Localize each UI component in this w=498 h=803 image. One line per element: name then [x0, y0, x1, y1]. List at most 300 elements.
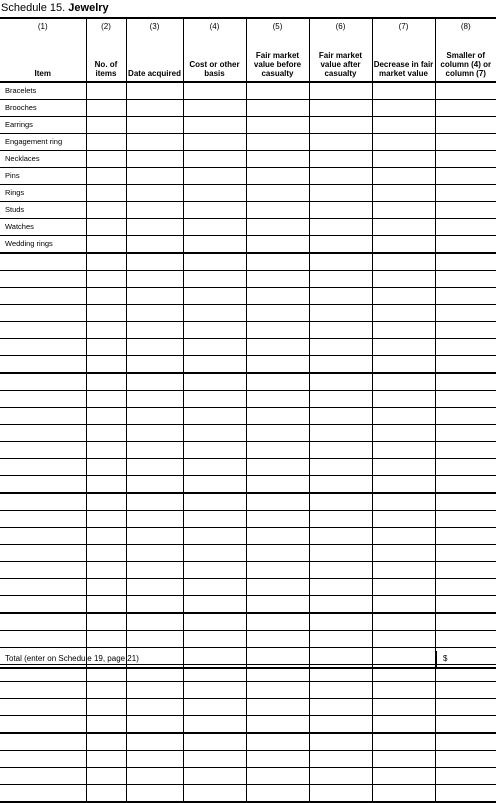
- cost-basis-cell[interactable]: [183, 682, 246, 699]
- fmv-before-cell[interactable]: [246, 134, 309, 151]
- date-acquired-cell[interactable]: [126, 185, 183, 202]
- decrease-fmv-cell[interactable]: [372, 442, 435, 459]
- date-acquired-cell[interactable]: [126, 562, 183, 579]
- fmv-before-cell[interactable]: [246, 768, 309, 785]
- fmv-after-cell[interactable]: [309, 768, 372, 785]
- fmv-before-cell[interactable]: [246, 425, 309, 442]
- smaller-of-cell[interactable]: [435, 100, 496, 117]
- fmv-after-cell[interactable]: [309, 733, 372, 751]
- number-of-items-cell[interactable]: [86, 82, 126, 100]
- fmv-after-cell[interactable]: [309, 562, 372, 579]
- total-amount-field[interactable]: [436, 651, 497, 667]
- item-name-cell[interactable]: [0, 528, 86, 545]
- fmv-before-cell[interactable]: [246, 202, 309, 219]
- fmv-before-cell[interactable]: [246, 545, 309, 562]
- fmv-before-cell[interactable]: [246, 322, 309, 339]
- fmv-after-cell[interactable]: [309, 271, 372, 288]
- cost-basis-cell[interactable]: [183, 185, 246, 202]
- date-acquired-cell[interactable]: [126, 579, 183, 596]
- fmv-after-cell[interactable]: [309, 716, 372, 734]
- fmv-before-cell[interactable]: [246, 442, 309, 459]
- fmv-after-cell[interactable]: [309, 100, 372, 117]
- date-acquired-cell[interactable]: [126, 100, 183, 117]
- cost-basis-cell[interactable]: [183, 271, 246, 288]
- cost-basis-cell[interactable]: [183, 425, 246, 442]
- fmv-after-cell[interactable]: [309, 82, 372, 100]
- smaller-of-cell[interactable]: [435, 442, 496, 459]
- number-of-items-cell[interactable]: [86, 631, 126, 648]
- smaller-of-cell[interactable]: [435, 408, 496, 425]
- date-acquired-cell[interactable]: [126, 356, 183, 374]
- fmv-after-cell[interactable]: [309, 288, 372, 305]
- date-acquired-cell[interactable]: [126, 134, 183, 151]
- fmv-after-cell[interactable]: [309, 442, 372, 459]
- date-acquired-cell[interactable]: [126, 219, 183, 236]
- smaller-of-cell[interactable]: [435, 733, 496, 751]
- decrease-fmv-cell[interactable]: [372, 613, 435, 631]
- decrease-fmv-cell[interactable]: [372, 305, 435, 322]
- item-name-cell[interactable]: [0, 459, 86, 476]
- item-name-cell[interactable]: Bracelets: [0, 82, 86, 100]
- fmv-after-cell[interactable]: [309, 459, 372, 476]
- smaller-of-cell[interactable]: [435, 511, 496, 528]
- item-name-cell[interactable]: [0, 785, 86, 803]
- number-of-items-cell[interactable]: [86, 339, 126, 356]
- date-acquired-cell[interactable]: [126, 425, 183, 442]
- date-acquired-cell[interactable]: [126, 168, 183, 185]
- fmv-before-cell[interactable]: [246, 408, 309, 425]
- fmv-after-cell[interactable]: [309, 134, 372, 151]
- fmv-after-cell[interactable]: [309, 631, 372, 648]
- item-name-cell[interactable]: [0, 751, 86, 768]
- date-acquired-cell[interactable]: [126, 253, 183, 271]
- fmv-before-cell[interactable]: [246, 82, 309, 100]
- fmv-before-cell[interactable]: [246, 493, 309, 511]
- decrease-fmv-cell[interactable]: [372, 545, 435, 562]
- fmv-before-cell[interactable]: [246, 339, 309, 356]
- fmv-before-cell[interactable]: [246, 733, 309, 751]
- item-name-cell[interactable]: Necklaces: [0, 151, 86, 168]
- smaller-of-cell[interactable]: [435, 253, 496, 271]
- number-of-items-cell[interactable]: [86, 373, 126, 391]
- fmv-after-cell[interactable]: [309, 596, 372, 614]
- number-of-items-cell[interactable]: [86, 459, 126, 476]
- decrease-fmv-cell[interactable]: [372, 682, 435, 699]
- decrease-fmv-cell[interactable]: [372, 768, 435, 785]
- date-acquired-cell[interactable]: [126, 151, 183, 168]
- date-acquired-cell[interactable]: [126, 785, 183, 803]
- item-name-cell[interactable]: [0, 339, 86, 356]
- fmv-before-cell[interactable]: [246, 151, 309, 168]
- date-acquired-cell[interactable]: [126, 117, 183, 134]
- cost-basis-cell[interactable]: [183, 236, 246, 254]
- cost-basis-cell[interactable]: [183, 82, 246, 100]
- date-acquired-cell[interactable]: [126, 459, 183, 476]
- fmv-before-cell[interactable]: [246, 373, 309, 391]
- date-acquired-cell[interactable]: [126, 613, 183, 631]
- cost-basis-cell[interactable]: [183, 733, 246, 751]
- cost-basis-cell[interactable]: [183, 391, 246, 408]
- smaller-of-cell[interactable]: [435, 82, 496, 100]
- item-name-cell[interactable]: Engagement ring: [0, 134, 86, 151]
- fmv-after-cell[interactable]: [309, 476, 372, 494]
- item-name-cell[interactable]: [0, 356, 86, 374]
- fmv-before-cell[interactable]: [246, 785, 309, 803]
- decrease-fmv-cell[interactable]: [372, 100, 435, 117]
- cost-basis-cell[interactable]: [183, 699, 246, 716]
- fmv-before-cell[interactable]: [246, 356, 309, 374]
- smaller-of-cell[interactable]: [435, 134, 496, 151]
- item-name-cell[interactable]: [0, 768, 86, 785]
- smaller-of-cell[interactable]: [435, 151, 496, 168]
- number-of-items-cell[interactable]: [86, 579, 126, 596]
- item-name-cell[interactable]: Pins: [0, 168, 86, 185]
- item-name-cell[interactable]: [0, 613, 86, 631]
- number-of-items-cell[interactable]: [86, 493, 126, 511]
- fmv-after-cell[interactable]: [309, 682, 372, 699]
- fmv-after-cell[interactable]: [309, 339, 372, 356]
- smaller-of-cell[interactable]: [435, 613, 496, 631]
- fmv-before-cell[interactable]: [246, 185, 309, 202]
- smaller-of-cell[interactable]: [435, 596, 496, 614]
- decrease-fmv-cell[interactable]: [372, 288, 435, 305]
- fmv-after-cell[interactable]: [309, 699, 372, 716]
- cost-basis-cell[interactable]: [183, 134, 246, 151]
- fmv-after-cell[interactable]: [309, 425, 372, 442]
- number-of-items-cell[interactable]: [86, 117, 126, 134]
- cost-basis-cell[interactable]: [183, 768, 246, 785]
- fmv-after-cell[interactable]: [309, 785, 372, 803]
- item-name-cell[interactable]: [0, 545, 86, 562]
- fmv-before-cell[interactable]: [246, 562, 309, 579]
- date-acquired-cell[interactable]: [126, 596, 183, 614]
- cost-basis-cell[interactable]: [183, 442, 246, 459]
- date-acquired-cell[interactable]: [126, 288, 183, 305]
- number-of-items-cell[interactable]: [86, 185, 126, 202]
- fmv-after-cell[interactable]: [309, 202, 372, 219]
- fmv-after-cell[interactable]: [309, 579, 372, 596]
- number-of-items-cell[interactable]: [86, 202, 126, 219]
- decrease-fmv-cell[interactable]: [372, 185, 435, 202]
- item-name-cell[interactable]: [0, 253, 86, 271]
- item-name-cell[interactable]: [0, 271, 86, 288]
- decrease-fmv-cell[interactable]: [372, 493, 435, 511]
- number-of-items-cell[interactable]: [86, 751, 126, 768]
- smaller-of-cell[interactable]: [435, 168, 496, 185]
- decrease-fmv-cell[interactable]: [372, 631, 435, 648]
- item-name-cell[interactable]: [0, 425, 86, 442]
- number-of-items-cell[interactable]: [86, 699, 126, 716]
- decrease-fmv-cell[interactable]: [372, 751, 435, 768]
- date-acquired-cell[interactable]: [126, 442, 183, 459]
- fmv-before-cell[interactable]: [246, 271, 309, 288]
- cost-basis-cell[interactable]: [183, 476, 246, 494]
- decrease-fmv-cell[interactable]: [372, 511, 435, 528]
- fmv-after-cell[interactable]: [309, 253, 372, 271]
- cost-basis-cell[interactable]: [183, 356, 246, 374]
- date-acquired-cell[interactable]: [126, 391, 183, 408]
- smaller-of-cell[interactable]: [435, 339, 496, 356]
- fmv-before-cell[interactable]: [246, 219, 309, 236]
- smaller-of-cell[interactable]: [435, 768, 496, 785]
- item-name-cell[interactable]: [0, 733, 86, 751]
- number-of-items-cell[interactable]: [86, 682, 126, 699]
- number-of-items-cell[interactable]: [86, 236, 126, 254]
- fmv-after-cell[interactable]: [309, 168, 372, 185]
- cost-basis-cell[interactable]: [183, 528, 246, 545]
- date-acquired-cell[interactable]: [126, 202, 183, 219]
- decrease-fmv-cell[interactable]: [372, 425, 435, 442]
- decrease-fmv-cell[interactable]: [372, 356, 435, 374]
- cost-basis-cell[interactable]: [183, 219, 246, 236]
- cost-basis-cell[interactable]: [183, 596, 246, 614]
- item-name-cell[interactable]: [0, 562, 86, 579]
- fmv-after-cell[interactable]: [309, 751, 372, 768]
- decrease-fmv-cell[interactable]: [372, 476, 435, 494]
- fmv-after-cell[interactable]: [309, 391, 372, 408]
- decrease-fmv-cell[interactable]: [372, 253, 435, 271]
- item-name-cell[interactable]: [0, 631, 86, 648]
- number-of-items-cell[interactable]: [86, 305, 126, 322]
- item-name-cell[interactable]: [0, 322, 86, 339]
- decrease-fmv-cell[interactable]: [372, 219, 435, 236]
- number-of-items-cell[interactable]: [86, 425, 126, 442]
- item-name-cell[interactable]: [0, 511, 86, 528]
- smaller-of-cell[interactable]: [435, 476, 496, 494]
- decrease-fmv-cell[interactable]: [372, 322, 435, 339]
- fmv-before-cell[interactable]: [246, 100, 309, 117]
- decrease-fmv-cell[interactable]: [372, 391, 435, 408]
- decrease-fmv-cell[interactable]: [372, 168, 435, 185]
- fmv-before-cell[interactable]: [246, 288, 309, 305]
- item-name-cell[interactable]: [0, 493, 86, 511]
- number-of-items-cell[interactable]: [86, 168, 126, 185]
- date-acquired-cell[interactable]: [126, 476, 183, 494]
- number-of-items-cell[interactable]: [86, 322, 126, 339]
- fmv-before-cell[interactable]: [246, 613, 309, 631]
- date-acquired-cell[interactable]: [126, 768, 183, 785]
- cost-basis-cell[interactable]: [183, 253, 246, 271]
- fmv-after-cell[interactable]: [309, 305, 372, 322]
- smaller-of-cell[interactable]: [435, 322, 496, 339]
- cost-basis-cell[interactable]: [183, 545, 246, 562]
- decrease-fmv-cell[interactable]: [372, 271, 435, 288]
- fmv-before-cell[interactable]: [246, 253, 309, 271]
- cost-basis-cell[interactable]: [183, 322, 246, 339]
- fmv-after-cell[interactable]: [309, 117, 372, 134]
- fmv-before-cell[interactable]: [246, 751, 309, 768]
- smaller-of-cell[interactable]: [435, 271, 496, 288]
- number-of-items-cell[interactable]: [86, 733, 126, 751]
- item-name-cell[interactable]: [0, 391, 86, 408]
- fmv-before-cell[interactable]: [246, 391, 309, 408]
- fmv-before-cell[interactable]: [246, 716, 309, 734]
- item-name-cell[interactable]: [0, 305, 86, 322]
- fmv-after-cell[interactable]: [309, 373, 372, 391]
- number-of-items-cell[interactable]: [86, 253, 126, 271]
- smaller-of-cell[interactable]: [435, 699, 496, 716]
- number-of-items-cell[interactable]: [86, 356, 126, 374]
- fmv-after-cell[interactable]: [309, 545, 372, 562]
- fmv-after-cell[interactable]: [309, 322, 372, 339]
- date-acquired-cell[interactable]: [126, 322, 183, 339]
- smaller-of-cell[interactable]: [435, 202, 496, 219]
- number-of-items-cell[interactable]: [86, 408, 126, 425]
- item-name-cell[interactable]: [0, 716, 86, 734]
- decrease-fmv-cell[interactable]: [372, 785, 435, 803]
- date-acquired-cell[interactable]: [126, 716, 183, 734]
- number-of-items-cell[interactable]: [86, 716, 126, 734]
- date-acquired-cell[interactable]: [126, 236, 183, 254]
- decrease-fmv-cell[interactable]: [372, 716, 435, 734]
- number-of-items-cell[interactable]: [86, 562, 126, 579]
- cost-basis-cell[interactable]: [183, 716, 246, 734]
- fmv-before-cell[interactable]: [246, 511, 309, 528]
- date-acquired-cell[interactable]: [126, 339, 183, 356]
- smaller-of-cell[interactable]: [435, 185, 496, 202]
- fmv-after-cell[interactable]: [309, 493, 372, 511]
- smaller-of-cell[interactable]: [435, 579, 496, 596]
- item-name-cell[interactable]: [0, 699, 86, 716]
- fmv-before-cell[interactable]: [246, 631, 309, 648]
- fmv-after-cell[interactable]: [309, 356, 372, 374]
- date-acquired-cell[interactable]: [126, 682, 183, 699]
- date-acquired-cell[interactable]: [126, 82, 183, 100]
- decrease-fmv-cell[interactable]: [372, 82, 435, 100]
- date-acquired-cell[interactable]: [126, 751, 183, 768]
- item-name-cell[interactable]: Watches: [0, 219, 86, 236]
- cost-basis-cell[interactable]: [183, 511, 246, 528]
- decrease-fmv-cell[interactable]: [372, 699, 435, 716]
- number-of-items-cell[interactable]: [86, 151, 126, 168]
- number-of-items-cell[interactable]: [86, 219, 126, 236]
- date-acquired-cell[interactable]: [126, 528, 183, 545]
- smaller-of-cell[interactable]: [435, 631, 496, 648]
- cost-basis-cell[interactable]: [183, 785, 246, 803]
- date-acquired-cell[interactable]: [126, 545, 183, 562]
- smaller-of-cell[interactable]: [435, 219, 496, 236]
- decrease-fmv-cell[interactable]: [372, 202, 435, 219]
- number-of-items-cell[interactable]: [86, 391, 126, 408]
- fmv-before-cell[interactable]: [246, 476, 309, 494]
- cost-basis-cell[interactable]: [183, 408, 246, 425]
- fmv-after-cell[interactable]: [309, 151, 372, 168]
- item-name-cell[interactable]: Earrings: [0, 117, 86, 134]
- decrease-fmv-cell[interactable]: [372, 373, 435, 391]
- number-of-items-cell[interactable]: [86, 613, 126, 631]
- fmv-before-cell[interactable]: [246, 528, 309, 545]
- fmv-after-cell[interactable]: [309, 185, 372, 202]
- number-of-items-cell[interactable]: [86, 785, 126, 803]
- item-name-cell[interactable]: [0, 476, 86, 494]
- date-acquired-cell[interactable]: [126, 699, 183, 716]
- number-of-items-cell[interactable]: [86, 442, 126, 459]
- decrease-fmv-cell[interactable]: [372, 528, 435, 545]
- fmv-after-cell[interactable]: [309, 613, 372, 631]
- number-of-items-cell[interactable]: [86, 271, 126, 288]
- fmv-before-cell[interactable]: [246, 305, 309, 322]
- item-name-cell[interactable]: [0, 596, 86, 614]
- smaller-of-cell[interactable]: [435, 373, 496, 391]
- item-name-cell[interactable]: [0, 442, 86, 459]
- item-name-cell[interactable]: [0, 373, 86, 391]
- fmv-before-cell[interactable]: [246, 236, 309, 254]
- decrease-fmv-cell[interactable]: [372, 236, 435, 254]
- decrease-fmv-cell[interactable]: [372, 117, 435, 134]
- cost-basis-cell[interactable]: [183, 305, 246, 322]
- fmv-after-cell[interactable]: [309, 408, 372, 425]
- decrease-fmv-cell[interactable]: [372, 579, 435, 596]
- item-name-cell[interactable]: Brooches: [0, 100, 86, 117]
- cost-basis-cell[interactable]: [183, 117, 246, 134]
- item-name-cell[interactable]: Studs: [0, 202, 86, 219]
- smaller-of-cell[interactable]: [435, 545, 496, 562]
- decrease-fmv-cell[interactable]: [372, 134, 435, 151]
- date-acquired-cell[interactable]: [126, 631, 183, 648]
- date-acquired-cell[interactable]: [126, 493, 183, 511]
- number-of-items-cell[interactable]: [86, 511, 126, 528]
- item-name-cell[interactable]: [0, 579, 86, 596]
- cost-basis-cell[interactable]: [183, 202, 246, 219]
- item-name-cell[interactable]: [0, 288, 86, 305]
- cost-basis-cell[interactable]: [183, 493, 246, 511]
- fmv-after-cell[interactable]: [309, 511, 372, 528]
- fmv-before-cell[interactable]: [246, 682, 309, 699]
- smaller-of-cell[interactable]: [435, 785, 496, 803]
- smaller-of-cell[interactable]: [435, 562, 496, 579]
- cost-basis-cell[interactable]: [183, 751, 246, 768]
- item-name-cell[interactable]: [0, 682, 86, 699]
- cost-basis-cell[interactable]: [183, 339, 246, 356]
- fmv-before-cell[interactable]: [246, 579, 309, 596]
- cost-basis-cell[interactable]: [183, 373, 246, 391]
- fmv-before-cell[interactable]: [246, 699, 309, 716]
- smaller-of-cell[interactable]: [435, 528, 496, 545]
- number-of-items-cell[interactable]: [86, 768, 126, 785]
- item-name-cell[interactable]: [0, 408, 86, 425]
- decrease-fmv-cell[interactable]: [372, 596, 435, 614]
- decrease-fmv-cell[interactable]: [372, 733, 435, 751]
- smaller-of-cell[interactable]: [435, 425, 496, 442]
- decrease-fmv-cell[interactable]: [372, 408, 435, 425]
- smaller-of-cell[interactable]: [435, 716, 496, 734]
- number-of-items-cell[interactable]: [86, 100, 126, 117]
- cost-basis-cell[interactable]: [183, 168, 246, 185]
- fmv-after-cell[interactable]: [309, 528, 372, 545]
- date-acquired-cell[interactable]: [126, 408, 183, 425]
- smaller-of-cell[interactable]: [435, 236, 496, 254]
- smaller-of-cell[interactable]: [435, 459, 496, 476]
- number-of-items-cell[interactable]: [86, 476, 126, 494]
- date-acquired-cell[interactable]: [126, 305, 183, 322]
- cost-basis-cell[interactable]: [183, 100, 246, 117]
- number-of-items-cell[interactable]: [86, 596, 126, 614]
- fmv-after-cell[interactable]: [309, 236, 372, 254]
- cost-basis-cell[interactable]: [183, 613, 246, 631]
- cost-basis-cell[interactable]: [183, 631, 246, 648]
- cost-basis-cell[interactable]: [183, 579, 246, 596]
- number-of-items-cell[interactable]: [86, 545, 126, 562]
- smaller-of-cell[interactable]: [435, 751, 496, 768]
- cost-basis-cell[interactable]: [183, 288, 246, 305]
- item-name-cell[interactable]: Rings: [0, 185, 86, 202]
- cost-basis-cell[interactable]: [183, 562, 246, 579]
- number-of-items-cell[interactable]: [86, 134, 126, 151]
- decrease-fmv-cell[interactable]: [372, 459, 435, 476]
- date-acquired-cell[interactable]: [126, 271, 183, 288]
- decrease-fmv-cell[interactable]: [372, 151, 435, 168]
- fmv-before-cell[interactable]: [246, 117, 309, 134]
